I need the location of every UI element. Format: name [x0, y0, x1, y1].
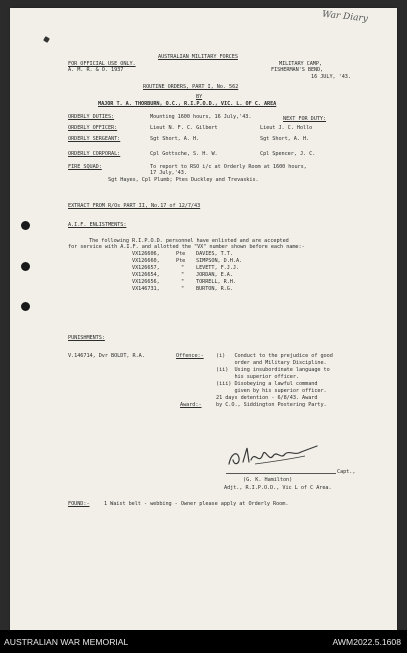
duty-value: Sgt Short, A. H.	[150, 136, 200, 142]
offence-line: (ii) Using insubordinate language to	[216, 367, 330, 373]
fire-squad-line: To report to RSO i/c at Orderly Room at 1600 hours,	[150, 164, 307, 170]
document-date: 16 JULY, '43.	[311, 74, 351, 80]
enlist-name: DAVIES, T.T.	[196, 251, 233, 257]
camp-line-2: FISHERMAN'S BEND,	[271, 67, 324, 73]
punch-hole-middle	[21, 262, 30, 271]
enlist-name: BURTON, R.G.	[196, 286, 233, 292]
footer-accession-number: AWM2022.5.1608	[332, 637, 401, 647]
orders-by: BY	[196, 94, 203, 100]
enlist-rank: "	[181, 286, 185, 292]
duty-label: ORDERLY CORPORAL:	[68, 151, 121, 157]
offence-line: his superior officer.	[216, 374, 299, 380]
enlist-rank: "	[181, 265, 185, 271]
duty-next: Cpl Spencer, J. C.	[260, 151, 316, 157]
award-label: Award:-	[180, 402, 202, 408]
commander-line: MAJOR T. A. THORBURN, O.C., R.I.P.O.D., VIC. L. OF C. AREA	[98, 101, 277, 107]
enlist-name: JORDAN, E.A.	[196, 272, 233, 278]
footer-institution: AUSTRALIAN WAR MEMORIAL	[4, 637, 129, 647]
enlist-number: VX126660,	[132, 258, 160, 264]
enlist-name: LEVETT, F.J.J.	[196, 265, 240, 271]
fire-squad-line: Sgt Hayes, Cpl Plumb; Ptes Duckley and Trevaskis.	[108, 177, 259, 183]
enlist-name: SIMPSON, D.H.A.	[196, 258, 243, 264]
capt-suffix: Capt.,	[337, 469, 356, 475]
duty-next: Lieut J. C. Hollo	[260, 125, 313, 131]
camp-line-1: MILITARY CAMP,	[279, 61, 323, 67]
duty-label: ORDERLY DUTIES:	[68, 114, 115, 120]
enlist-number: VX146731,	[132, 286, 160, 292]
signature-line	[226, 473, 336, 474]
punch-hole-top	[21, 221, 30, 230]
offence-line: order and Military Discipline.	[216, 360, 327, 366]
fire-squad-label: FIRE SQUAD:	[68, 164, 102, 170]
extract-title: EXTRACT FROM R/Os PART II, No.17 of 12/7/43	[68, 203, 201, 209]
orders-title: ROUTINE ORDERS, PART I, No. 562	[143, 84, 239, 90]
offence-line: given by his superior officer.	[216, 388, 327, 394]
enlist-rank: Pte	[176, 251, 186, 257]
duty-label: ORDERLY SERGEANT:	[68, 136, 121, 142]
document-heading: AUSTRALIAN MILITARY FORCES	[158, 54, 238, 60]
amr-line: A. M. R. & O. 1937	[68, 67, 124, 73]
award-line: by C.O., Siddington Postering Party.	[216, 402, 327, 408]
enlist-number: VX126656,	[132, 279, 160, 285]
found-text: 1 Waist belt - webbing - Owner please apply at Orderly Room.	[104, 501, 289, 507]
enlist-number: VX126657,	[132, 265, 160, 271]
punishments-title: PUNISHMENTS:	[68, 335, 105, 341]
enlist-text: for service with A.I.F. and allotted the "VX" number shown before each name:-	[68, 244, 305, 250]
enlist-rank: Pte	[176, 258, 186, 264]
duty-next: Sgt Short, A. H.	[260, 136, 310, 142]
offence-line: (iii) Disobeying a lawful command	[216, 381, 318, 387]
found-label: FOUND:-	[68, 501, 90, 507]
fire-squad-line: 17 July,'43.	[150, 170, 187, 176]
enlist-number: VX126654,	[132, 272, 160, 278]
signer-name: (G. K. Hamilton)	[243, 477, 293, 483]
signer-title: Adjt., R.I.P.O.D., Vic L of C Area.	[224, 485, 332, 491]
award-line: 21 days detention - 6/8/43. Award	[216, 395, 318, 401]
handwritten-signature	[225, 440, 325, 470]
duty-label: ORDERLY OFFICER:	[68, 125, 118, 131]
next-for-duty-heading: NEXT FOR DUTY:	[283, 116, 327, 122]
punished-person: V.146714, Dvr BOLDT, R.A.	[68, 353, 145, 359]
offence-line: (i) Conduct to the prejudice of good	[216, 353, 333, 359]
enlist-name: TORRELL, R.H.	[196, 279, 236, 285]
official-use-line: FOR OFFICIAL USE ONLY.	[68, 61, 136, 67]
duty-value: Lieut N. F. C. Gilbert	[150, 125, 218, 131]
aif-title: A.I.F. ENLISTMENTS:	[68, 222, 127, 228]
duty-value: Mounting 1600 hours, 16 July,'43.	[150, 114, 252, 120]
enlist-number: VX126606,	[132, 251, 160, 257]
enlist-text: The following R.I.P.O.D. personnel have enlisted and are accepted	[89, 238, 289, 244]
offence-label: Offence:-	[176, 353, 204, 359]
enlist-rank: "	[181, 272, 185, 278]
duty-value: Cpl Gottsche, S. H. W.	[150, 151, 218, 157]
corner-annotation: War Diary	[321, 9, 369, 25]
enlist-rank: "	[181, 279, 185, 285]
punch-hole-bottom	[21, 302, 30, 311]
